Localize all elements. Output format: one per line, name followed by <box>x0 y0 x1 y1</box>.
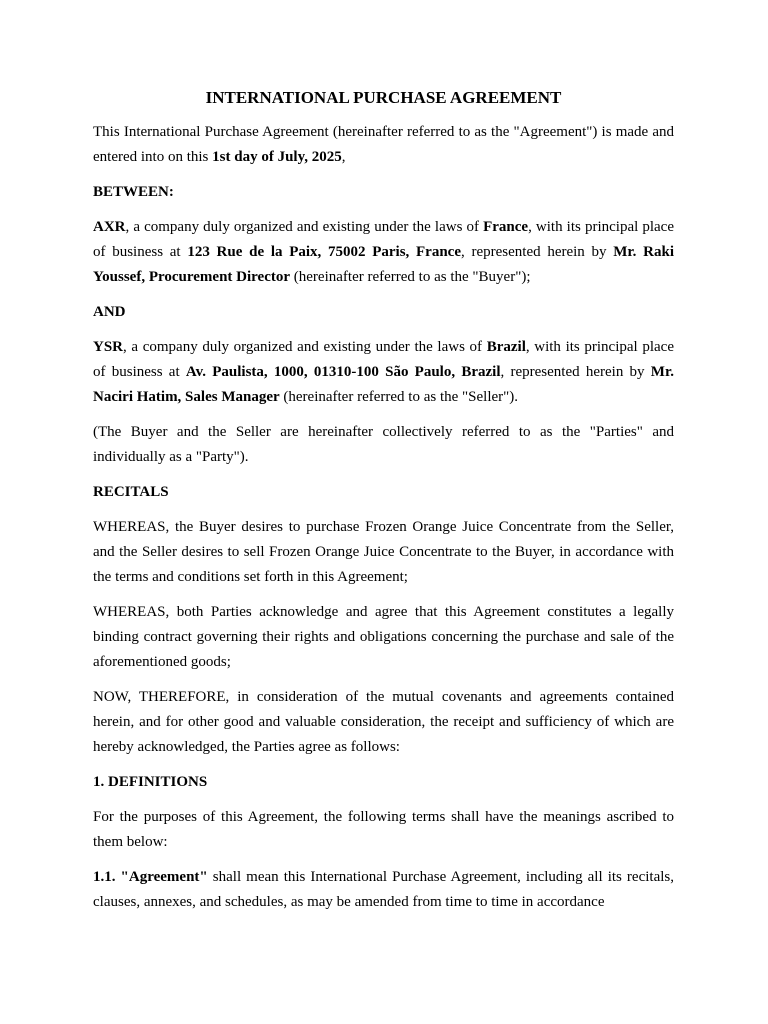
buyer-representative: Mr. Raki Youssef, Procurement Director <box>93 244 674 285</box>
seller-name: YSR <box>93 339 124 355</box>
agreement-date: 1st day of July, 2025 <box>212 149 342 165</box>
seller-representative: Mr. Naciri Hatim, Sales Manager <box>93 364 674 405</box>
definition-1-1 <box>93 865 674 915</box>
whereas-paragraph-2: WHEREAS, both Parties acknowledge and agree that this Agreement constitutes a legally binding contract governing their rights and obligations concerning the purchase and sale of the aforementioned goods; <box>93 604 674 670</box>
definitions-intro: For the purposes of this Agreement, the following terms shall have the meanings ascribed to them below: <box>93 809 674 850</box>
buyer-name: AXR <box>93 219 126 235</box>
seller-country: Brazil <box>486 339 526 355</box>
buyer-paragraph <box>93 215 674 290</box>
definition-1-1-text: shall mean this International Purchase Agreement, including all its recitals, clauses, annexes, and schedules, as may be amended from time to time in accordance <box>93 869 674 910</box>
intro-paragraph <box>93 120 674 170</box>
seller-paragraph <box>93 335 674 410</box>
document-page <box>93 86 674 925</box>
seller-address: Av. Paulista, 1000, 01310-100 São Paulo, Brazil <box>185 364 501 380</box>
buyer-text-4: (hereinafter referred to as the "Buyer"); <box>290 269 531 285</box>
parties-note: (The Buyer and the Seller are hereinafter collectively referred to as the "Parties" and individually as a "Party"). <box>93 424 674 465</box>
buyer-address: 123 Rue de la Paix, 75002 Paris, France <box>187 244 461 260</box>
document-title: INTERNATIONAL PURCHASE AGREEMENT <box>205 88 562 107</box>
buyer-text-3: , represented herein by <box>461 244 614 260</box>
buyer-country: France <box>483 219 529 235</box>
seller-text-3: , represented herein by <box>500 364 651 380</box>
intro-text-end: , <box>341 149 346 165</box>
whereas-paragraph-1: WHEREAS, the Buyer desires to purchase Frozen Orange Juice Concentrate from the Seller, and the Seller desires to sell Frozen Orange Juice Concentrate to the Buyer, in accordance with the terms and conditions set forth in this Agreement; <box>93 519 674 585</box>
seller-text-4: (hereinafter referred to as the "Seller"). <box>279 389 519 405</box>
intro-text: This International Purchase Agreement (hereinafter referred to as the "Agreement") is made and entered into on this <box>93 124 674 165</box>
definition-1-1-label: 1.1. "Agreement" <box>93 869 208 885</box>
now-therefore-paragraph: NOW, THEREFORE, in consideration of the mutual covenants and agreements contained herein, and for other good and valuable consideration, the receipt and sufficiency of which are hereby acknowledged, the Parties agree as follows: <box>93 689 674 755</box>
buyer-text-1: , a company duly organized and existing under the laws of <box>125 219 484 235</box>
between-heading: BETWEEN: <box>93 184 174 200</box>
definitions-heading: 1. DEFINITIONS <box>93 774 208 790</box>
seller-text-1: , a company duly organized and existing under the laws of <box>123 339 487 355</box>
recitals-heading: RECITALS <box>93 484 169 500</box>
buyer-text-2: , with its principal place of business at <box>93 219 675 260</box>
seller-text-2: , with its principal place of business at <box>93 339 674 380</box>
and-heading: AND <box>93 304 126 320</box>
